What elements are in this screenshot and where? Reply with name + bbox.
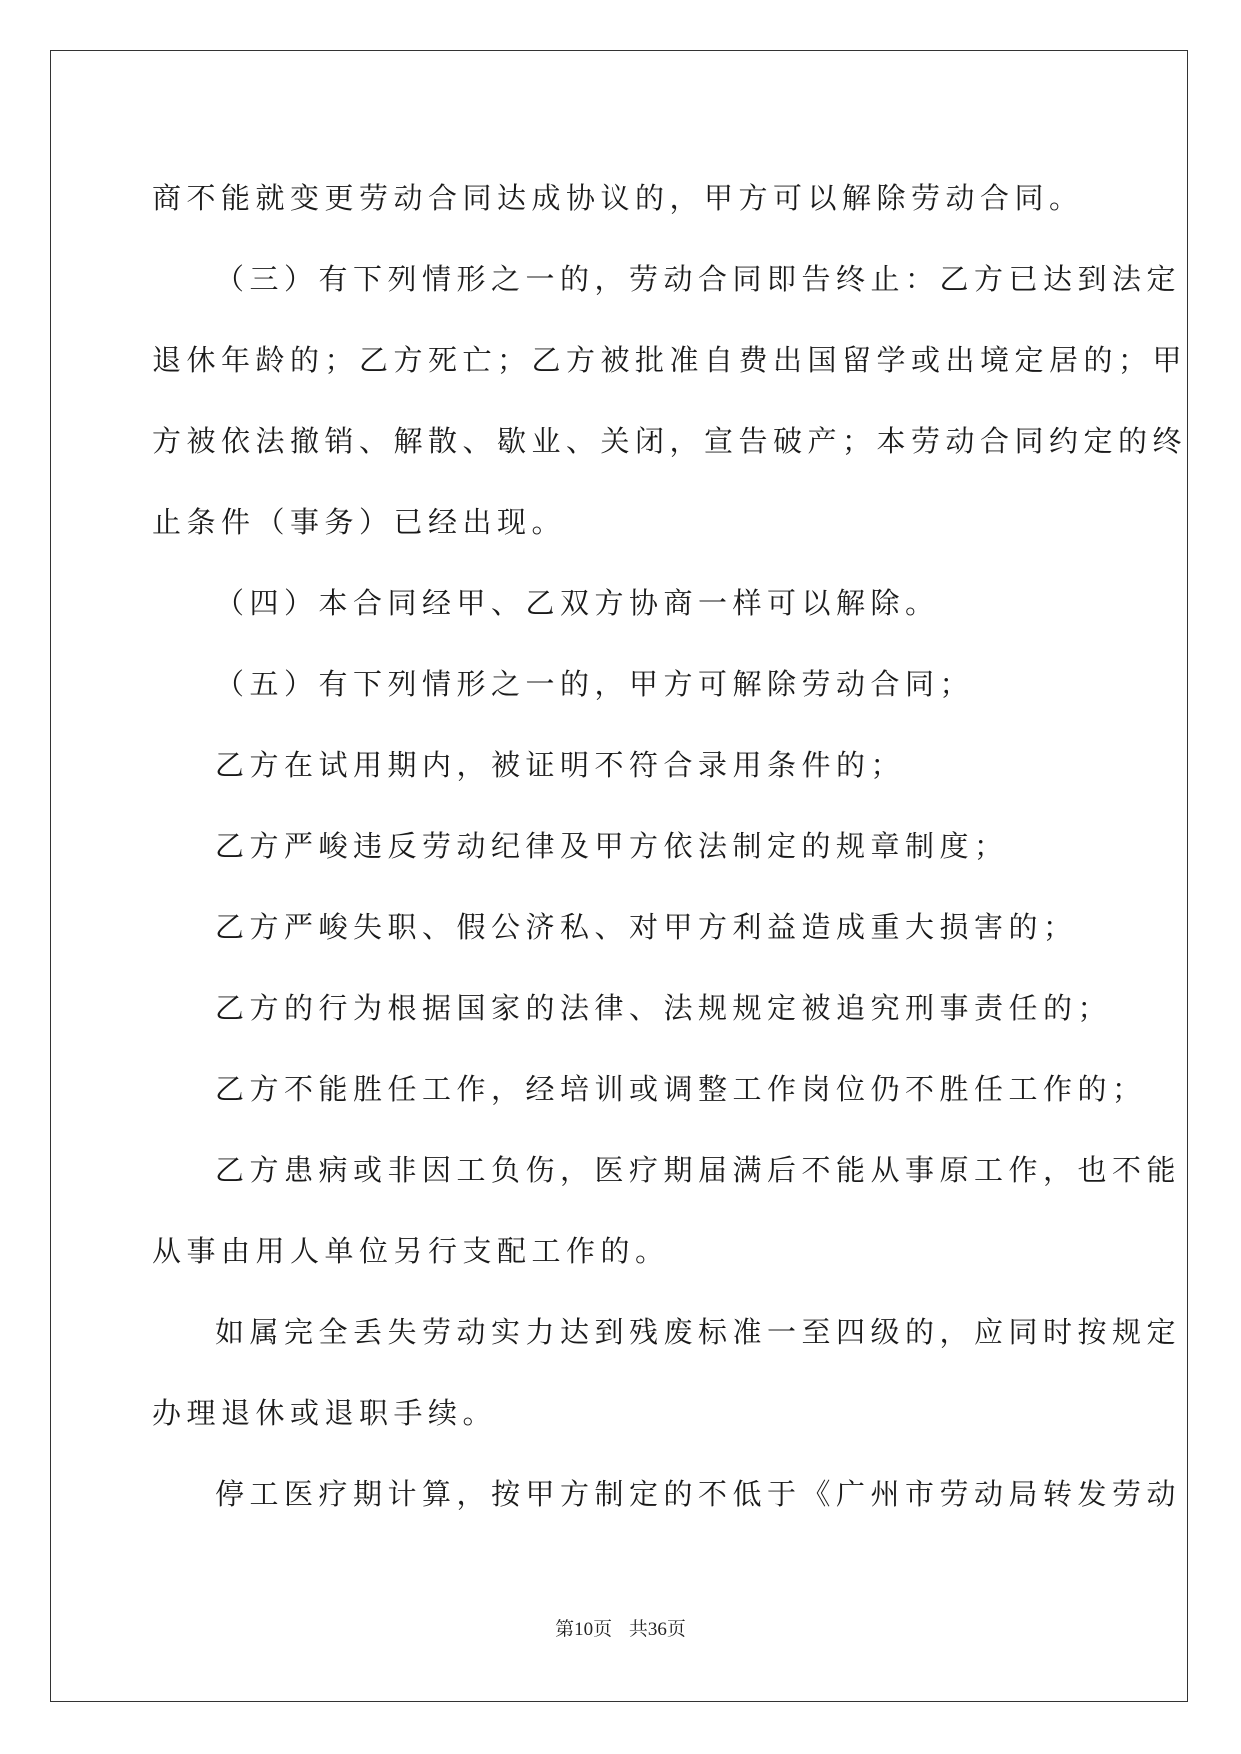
text-line: 从事由用人单位另行支配工作的。	[152, 1234, 670, 1268]
page-number: 第10页	[555, 1619, 613, 1640]
text-line: 方被依法撤销、解散、歇业、关闭，宣告破产；本劳动合同约定的终	[152, 424, 1188, 458]
text-line: 商不能就变更劳动合同达成协议的，甲方可以解除劳动合同。	[152, 181, 1084, 215]
text-line: 乙方的行为根据国家的法律、法规规定被追究刑事责任的；	[215, 991, 1113, 1025]
text-line: 停工医疗期计算，按甲方制定的不低于《广州市劳动局转发劳动	[215, 1477, 1182, 1511]
total-pages: 共36页	[628, 1619, 686, 1640]
text-line: 乙方患病或非因工负伤，医疗期届满后不能从事原工作，也不能	[215, 1153, 1182, 1187]
text-line: 乙方严峻失职、假公济私、对甲方利益造成重大损害的；	[215, 910, 1078, 944]
text-line: 乙方在试用期内，被证明不符合录用条件的；	[215, 748, 906, 782]
text-line: 乙方严峻违反劳动纪律及甲方依法制定的规章制度；	[215, 829, 1009, 863]
text-line: 退休年龄的；乙方死亡；乙方被批准自费出国留学或出境定居的；甲	[152, 343, 1188, 377]
text-line: 如属完全丢失劳动实力达到残废标准一至四级的，应同时按规定	[215, 1315, 1182, 1349]
text-line: （五）有下列情形之一的，甲方可解除劳动合同；	[215, 667, 975, 701]
text-line: 止条件（事务）已经出现。	[152, 505, 567, 539]
page-footer	[0, 1614, 1241, 1641]
text-line: （三）有下列情形之一的，劳动合同即告终止：乙方已达到法定	[215, 262, 1182, 296]
document-body	[152, 158, 1188, 1535]
text-line: （四）本合同经甲、乙双方协商一样可以解除。	[215, 586, 940, 620]
text-line: 乙方不能胜任工作，经培训或调整工作岗位仍不胜任工作的；	[215, 1072, 1147, 1106]
text-line: 办理退休或退职手续。	[152, 1396, 498, 1430]
